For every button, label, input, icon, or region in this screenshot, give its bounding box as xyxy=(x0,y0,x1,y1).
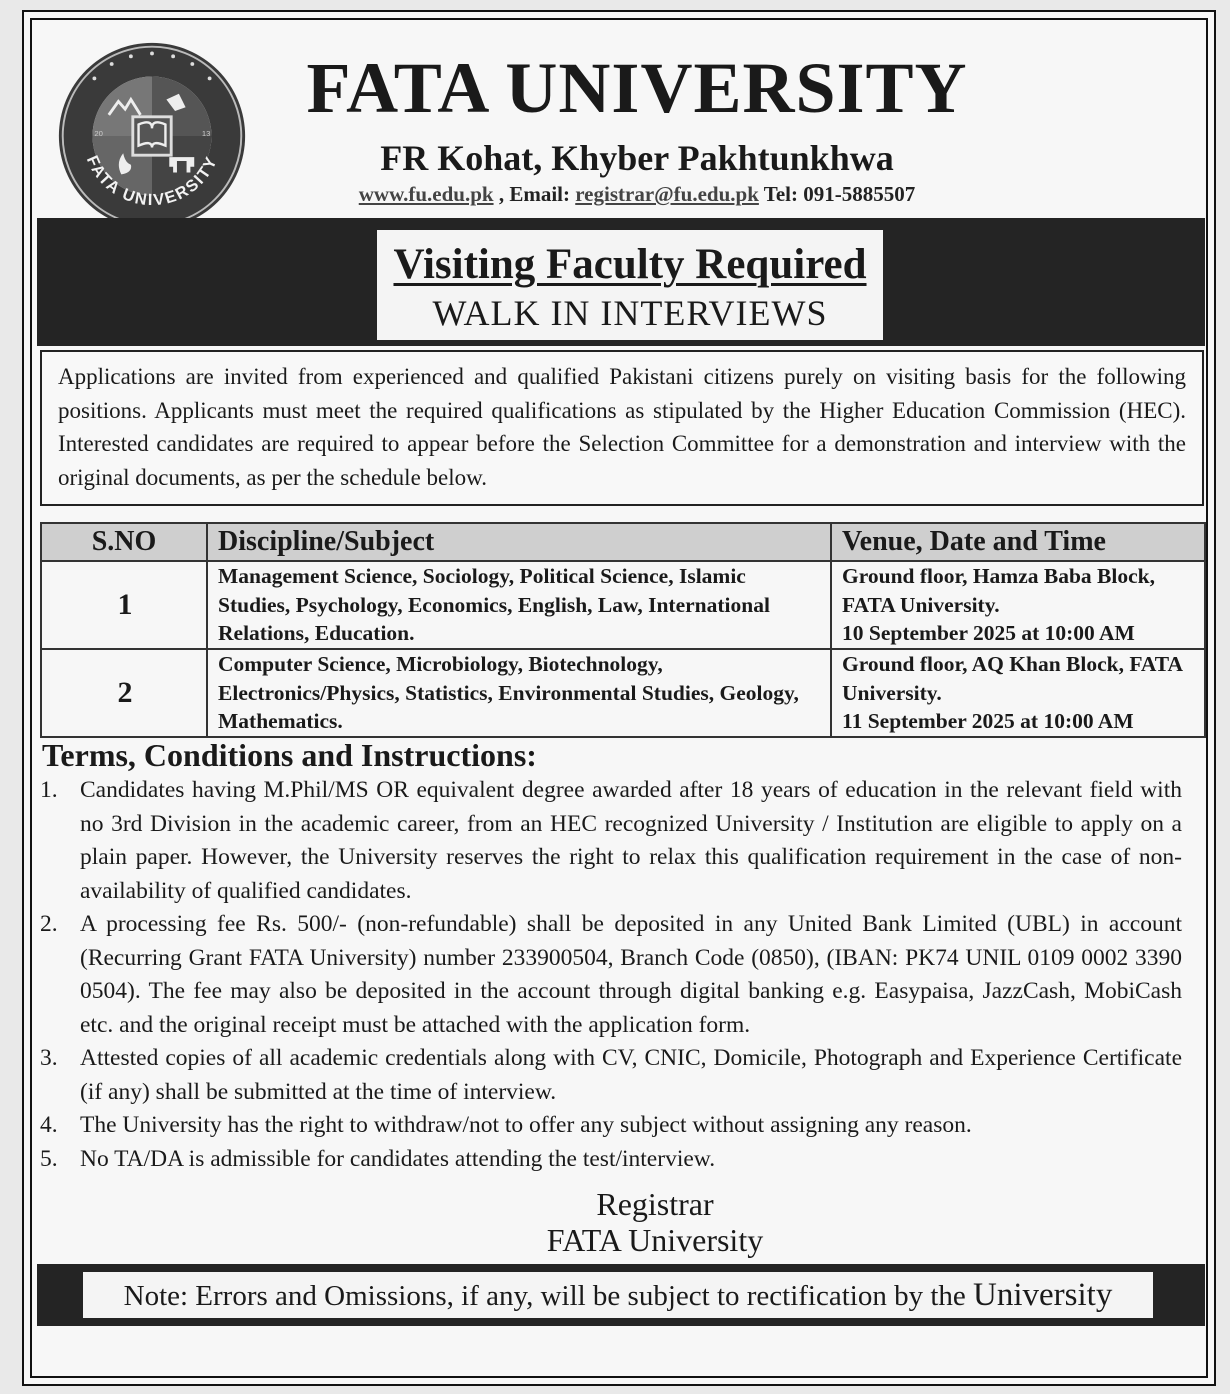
date-time: 10 September 2025 at 10:00 AM xyxy=(842,621,1135,646)
contact-line xyxy=(262,180,1012,208)
signatory-org: FATA University xyxy=(546,1222,764,1258)
telephone: Tel: 091-5885507 xyxy=(763,182,916,206)
table-header-row xyxy=(41,523,1205,561)
row-venue xyxy=(831,561,1205,649)
row-subjects: Management Science, Sociology, Political Science, Islamic Studies, Psychology, Economics, English, Law, International Relations, Education. xyxy=(207,561,831,649)
terms-heading: Terms, Conditions and Instructions: xyxy=(42,737,537,773)
table-row xyxy=(41,649,1205,737)
schedule-table xyxy=(40,522,1206,738)
logo-ring-text: FATA UNIVERSITY xyxy=(82,152,222,210)
row-venue xyxy=(831,649,1205,737)
venue-text: Ground floor, AQ Khan Block, FATA University. xyxy=(842,652,1182,705)
university-logo xyxy=(56,40,248,232)
university-name: FATA UNIVERSITY xyxy=(306,48,968,128)
date-time: 11 September 2025 at 10:00 AM xyxy=(842,709,1134,734)
email-link[interactable]: registrar@fu.edu.pk xyxy=(575,182,759,206)
terms-list xyxy=(40,774,1182,1176)
item-text: Attested copies of all academic credentials along with CV, CNIC, Domicile, Photograph and Experience Certificate (if any) shall be submitted at the time of interview. xyxy=(80,1045,1182,1105)
university-location: FR Kohat, Khyber Pakhtunkhwa xyxy=(380,138,894,178)
item-text: Candidates having M.Phil/MS OR equivalent degree awarded after 18 years of education in the relevant field with no 3rd Division in the academic career, from an HEC recognized University / Institution are eligible to apply on a plain paper. However, the University reserves the right to relax this qualification requirement in the case of non-availability of qualified candidates. xyxy=(80,777,1182,904)
note-box xyxy=(83,1272,1153,1318)
item-number: 5. xyxy=(40,1145,58,1172)
logo-year-left: 20 xyxy=(94,129,103,138)
item-number: 2. xyxy=(40,911,58,937)
col-header-discipline: Discipline/Subject xyxy=(207,523,831,561)
col-header-venue: Venue, Date and Time xyxy=(831,523,1205,561)
ad-title: Visiting Faculty Required xyxy=(393,241,867,288)
email-label: , Email: xyxy=(498,182,570,206)
terms-item xyxy=(40,1042,1182,1109)
terms-item xyxy=(40,1143,1182,1177)
note-emphasis: University xyxy=(973,1277,1113,1313)
signature-block xyxy=(400,1186,910,1258)
signatory-title: Registrar xyxy=(596,1186,714,1222)
item-number: 3. xyxy=(40,1045,58,1071)
title-banner xyxy=(37,218,1205,346)
intro-text: Applications are invited from experienced and qualified Pakistani citizens purely on visiting basis for the following positions. Applicants must meet the required qualifications as stipulated by the Higher Education Commission (HEC). Interested candidates are required to appear before the Selection Committee for a demonstration and interview with the original documents, as per the schedule below. xyxy=(58,364,1186,490)
col-header-sno: S.NO xyxy=(41,523,207,561)
item-number: 1. xyxy=(40,777,58,803)
row-sno: 2 xyxy=(41,649,207,737)
item-text: A processing fee Rs. 500/- (non-refundable) shall be deposited in any United Bank Limited (UBL) in account (Recurring Grant FATA University) number 233900504, Branch Code (0850), (IBAN: PK74 UNIL 0109 0002 3390 0504). The fee may also be deposited in the account through digital banking e.g. Easypaisa, JazzCash, MobiCash etc. and the original receipt must be attached with the application form. xyxy=(80,911,1182,1038)
intro-box xyxy=(40,350,1204,506)
note-banner xyxy=(37,1264,1205,1326)
row-sno: 1 xyxy=(41,561,207,649)
item-number: 4. xyxy=(40,1112,58,1138)
logo-year-right: 13 xyxy=(201,129,211,138)
terms-item xyxy=(40,774,1182,908)
venue-text: Ground floor, Hamza Baba Block, FATA University. xyxy=(842,564,1155,617)
table-row xyxy=(41,561,1205,649)
title-box xyxy=(377,230,883,340)
website-link[interactable]: www.fu.edu.pk xyxy=(358,182,494,206)
terms-item xyxy=(40,1109,1182,1143)
row-subjects: Computer Science, Microbiology, Biotechnology, Electronics/Physics, Statistics, Environmental Studies, Geology, Mathematics. xyxy=(207,649,831,737)
note-text: Note: Errors and Omissions, if any, will be subject to rectification by the xyxy=(123,1280,966,1312)
item-text: The University has the right to withdraw/not to offer any subject without assigning any reason. xyxy=(80,1112,972,1138)
ad-subtitle: WALK IN INTERVIEWS xyxy=(432,293,828,333)
terms-item xyxy=(40,908,1182,1042)
item-text: No TA/DA is admissible for candidates attending the test/interview. xyxy=(80,1145,716,1172)
